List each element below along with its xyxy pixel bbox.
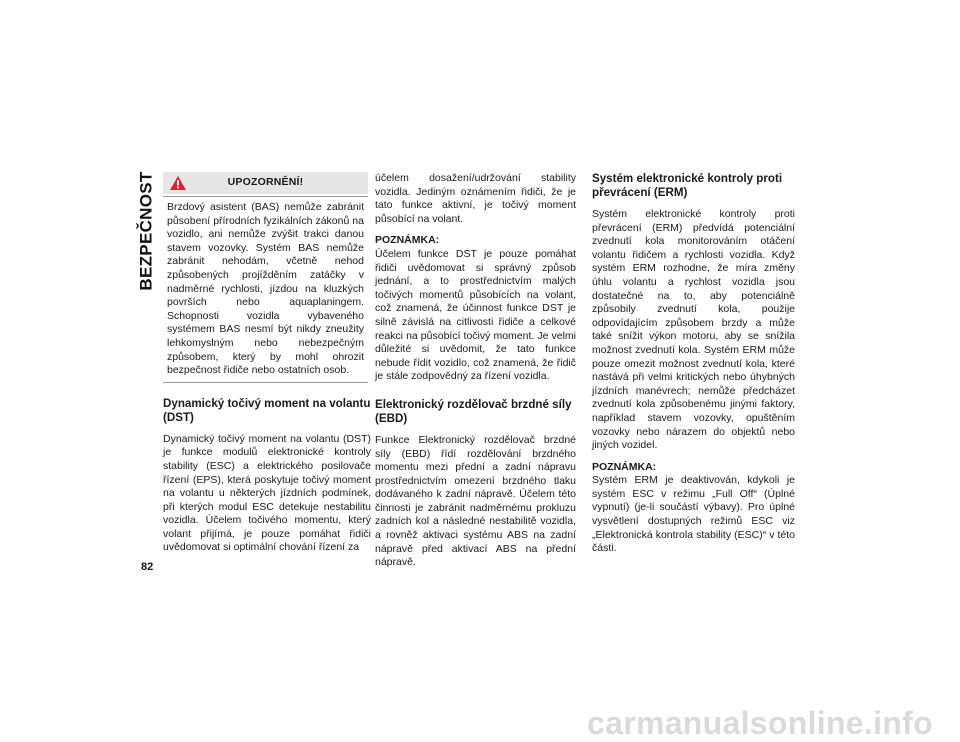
erm-heading: Systém elektronické kontroly proti převrácení (ERM) [592, 172, 783, 199]
column-2 [375, 172, 576, 570]
warning-header [163, 172, 368, 194]
column-1 [163, 172, 371, 555]
erm-text: Systém elektronické kontroly proti převrácení (ERM) předvídá potenciální zvednutí kola monitorováním otáčení volantu řidičem a rychlosti vozidla. Když systém ERM rozhodne, že míra změny úhlu volantu a rychlost vozidla jsou dostatečné na to, aby potenciálně způsobily zvednutí kola, použije odpovídajícím způsobem brzdy a může také snížit výkon motoru, aby se snížila možnost zvednutí kola. Systém ERM může pouze omezit možnost zvednutí kola, které nastává při velmi kritických nebo úhybných jízdních manévrech; nemůže předcházet zvednutí kola způsobenému jinými faktory, například stavem vozovky, opuštěním vozovky nebo nárazem do objektů nebo jiných vozidel. [592, 208, 795, 452]
dst-note-text: Účelem funkce DST je pouze pomáhat řidiči uvědomovat si správný způsob jednání, a to prostřednictvím malých točivých momentů působících na volant, což znamená, že účinnost funkce DST je silně závislá na citlivosti řidiče a celkové reakci na působící točivý moment. Je velmi důležité si uvědomit, že tato funkce nebude řídit vozidlo, což znamená, že řidič je stále zodpovědný za řízení vozidla. [375, 247, 576, 383]
dst-heading: Dynamický točivý moment na volantu (DST) [163, 396, 371, 424]
ebd-heading: Elektronický rozdělovač brzdné síly (EBD) [375, 397, 572, 425]
section-tab [135, 170, 159, 292]
dst-text: Dynamický točivý moment na volantu (DST) je funkce modulů elektronické kontroly stability (ESC) a elektrického posilovače řízení (EPS), která poskytuje točivý moment na volantu u některých jízdních podmínek, při kterých modul ESC detekuje nestabilitu vozidla. Účelem točivého momentu, který volant přijímá, je pouze pomáhat řidiči uvědomovat si optimální chování řízení za [163, 432, 371, 554]
dst-text-continued: účelem dosažení/udržování stability vozidla. Jediným oznámením řidiči, že je tato funkce aktivní, je točivý moment působící na volant. [375, 172, 576, 225]
warning-bottom-rule [163, 382, 368, 383]
ebd-text: Funkce Elektronický rozdělovač brzdné síly (EBD) řídí rozdělování brzdného momentu mezi přední a zadní nápravu prostřednictvím omezení brzdného tlaku dodávaného k zadní nápravě. Účelem této činnosti je zabránit nadměrnému prokluzu zadních kol a následné nestabilitě vozidla, a rovněž aktivaci systému ABS na zadní nápravě před aktivací ABS na přední nápravě. [375, 433, 576, 569]
watermark: carmanualsonline.info [587, 705, 933, 741]
page-number: 82 [141, 561, 154, 573]
warning-box [163, 172, 368, 383]
warning-text: Brzdový asistent (BAS) nemůže zabránit působení přírodních fyzikálních zákonů na vozidlo, ani nemůže zvýšit trakci danou stavem vozovky. Systém BAS nemůže zabránit nehodám, včetně nehod způsobených projížděním zatáčky v nadměrné rychlosti, jízdou na kluzkých površích nebo aquaplaningem. Schopnosti vozidla vybaveného systémem BAS nesmí být nikdy zneužity lehkomyslným nebo nebezpečným způsobem, který by mohl ohrozit bezpečnost řidiče nebo ostatních osob. [167, 201, 364, 377]
erm-note-label: POZNÁMKA: [592, 460, 657, 473]
warning-title: UPOZORNĚNÍ! [227, 176, 304, 189]
dst-note-label: POZNÁMKA: [375, 234, 440, 247]
warning-body [163, 197, 368, 378]
column-3 [592, 172, 795, 556]
erm-note-text: Systém ERM je deaktivován, kdykoli je systém ESC v režimu „Full Off“ (Úplné vypnutí) (je-li součástí výbavy). Pro úplné vysvětlení dostupných režimů ESC viz „Elektronická kontrola stability (ESC)“ v této části. [592, 474, 795, 555]
section-tab-label: BEZPEČNOST [137, 171, 156, 291]
warning-triangle-icon [169, 175, 187, 191]
